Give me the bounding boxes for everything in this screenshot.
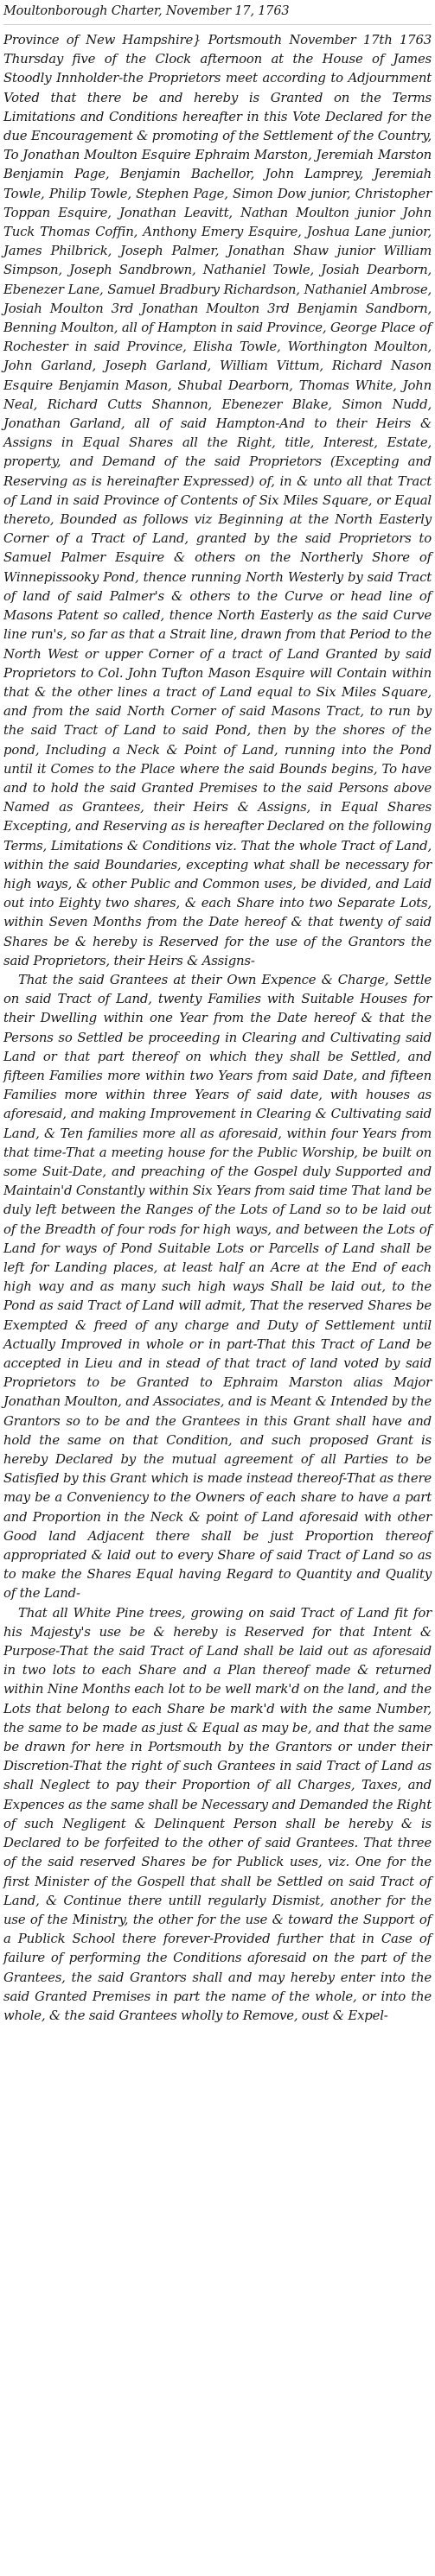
- document-heading: Moultonborough Charter, November 17, 1763: [3, 4, 290, 18]
- paragraph-reservations: That all White Pine trees, growing on said Tract of Land fit for his Majesty's use be & hereby is Reserved for that Intent & Purpose-That the said Tract of Land shall be laid out as aforesaid in two lots to each Share and a Plan thereof made & returned within Nine Months each lot to be well mark'd on the land, and the Lots that belong to each Share be mark'd with the same Number, the same to be made as just & Equal as may be, and that the same be drawn for here in Portsmouth by the Grantors or under their Discretion-That the right of such Grantees in said Tract of Land as shall Neglect to pay their Proportion of all Charges, Taxes, and Expences as the same shall be Necessary and Demanded the Right of such Negligent & Delinquent Person shall be hereby & is Declared to be forfeited to the other of said Grantees. That three of the said reserved Shares be for Publick uses, viz. One for the first Minister of the Gospell that shall be Settled on said Tract of Land, & Continue there untill regularly Dismist, another for the use of the Ministry, the other for the use & toward the Support of a Publick School there forever-Provided further that in Case of failure of performing the Conditions aforesaid on the part of the Grantees, the said Grantors shall and may hereby enter into the said Granted Premises in part the name of the whole, or into the whole, & the said Grantees wholly to Remove, oust & Expel-: [3, 1604, 432, 2023]
- heading-divider: [3, 24, 432, 25]
- paragraph-grant: Province of New Hampshire} Portsmouth November 17th 1763 Thursday five of the Clock afternoon at the House of James Stoodly Innholder-the Proprietors meet according to Adjournment Voted that there be and hereby is Granted on the Terms Limitations and Conditions hereafter in this Vote Declared for the due Encouragement & promoting of the Settlement of the Country, To Jonathan Moulton Esquire Ephraim Marston, Jeremiah Marston Benjamin Page, Benjamin Bachellor, John Lamprey, Jeremiah Towle, Philip Towle, Stephen Page, Simon Dow junior, Christopher Toppan Esquire, Jonathan Leavitt, Nathan Moulton junior John Tuck Thomas Coffin, Anthony Emery Esquire, Joshua Lane junior, James Philbrick, Joseph Palmer, Jonathan Shaw junior William Simpson, Joseph Sandbrown, Nathaniel Towle, Josiah Dearborn, Ebenezer Lane, Samuel Bradbury Richardson, Nathaniel Ambrose, Josiah Moulton 3rd Jonathan Moulton 3rd Benjamin Sandborn, Benning Moulton, all of Hampton in said Province, George Place of Rochester in said Province, Elisha Towle, Worthington Moulton, John Garland, Joseph Garland, William Vittum, Richard Nason Esquire Benjamin Mason, Shubal Dearborn, Thomas White, John Neal, Richard Cutts Shannon, Ebenezer Blake, Simon Nudd, Jonathan Garland, all of said Hampton-And to their Heirs & Assigns in Equal Shares all the Right, title, Interest, Estate, property, and Demand of the said Proprietors (Excepting and Reserving as is hereinafter Expressed) of, in & unto all that Tract of Land in said Province of Contents of Six Miles Square, or Equal thereto, Bounded as follows viz Beginning at the North Easterly Corner of a Tract of Land, granted by the said Proprietors to Samuel Palmer Esquire & others on the Northerly Shore of Winnepissooky Pond, thence running North Westerly by said Tract of land of said Palmer's & others to the Curve or head line of Masons Patent so called, thence North Easterly as the said Curve line run's, so far as that a Strait line, drawn from that Period to the North West or upper Corner of a tract of Land Granted by said Proprietors to Col. John Tufton Mason Esquire will Contain within that & the other lines a tract of Land equal to Six Miles Square, and from the said North Corner of said Masons Tract, to run by the said Tract of Land to said Pond, then by the shores of the pond, Including a Neck & Point of Land, running into the Pond until it Comes to the Place where the said Bounds begins, To have and to hold the said Granted Premises to the said Persons above Named as Grantees, their Heirs & Assigns, in Equal Shares Excepting, and Reserving as is hereafter Declared on the following Terms, Limitations & Conditions viz. That the whole Tract of Land, within the said Boundaries, excepting what shall be necessary for high ways, & other Public and Common uses, be divided, and Laid out into Eighty two shares, & each Share into two Separate Lots, within Seven Months from the Date hereof & that twenty of said Shares be & hereby is Reserved for the use of the Grantors the said Proprietors, their Heirs & Assigns-: [3, 32, 432, 968]
- paragraph-settlement-terms: That the said Grantees at their Own Expence & Charge, Settle on said Tract of Land, twenty Families with Suitable Houses for their Dwelling within one Year from the Date hereof & that the Persons so Settled be proceeding in Clearing and Cultivating said Land or that part thereof on which they shall be Settled, and fifteen Families more within two Years from said Date, and fifteen Families more within three Years of said date, with houses as aforesaid, and making Improvement in Clearing & Cultivating said Land, & Ten families more all as aforesaid, within four Years from that time-That a meeting house for the Public Worship, be built on some Suit-Date, and preaching of the Gospel duly Supported and Maintain'd Constantly within Six Years from said time That land be duly left between the Ranges of the Lots of Land so to be laid out of the Breadth of four rods for high ways, and between the Lots of Land for ways of Pond Suitable Lots or Parcells of Land shall be left for Landing places, at least half an Acre at the End of each high way and as many such high ways Shall be laid out, to the Pond as said Tract of Land will admit, That the reserved Shares be Exempted & freed of any charge and Duty of Settlement until Actually Improved in whole or in part-That this Tract of Land be accepted in Lieu and in stead of that tract of land voted by said Proprietors to be Granted to Ephraim Marston alias Major Jonathan Moulton, and Associates, and is Meant & Intended by the Grantors so to be and the Grantees in this Grant shall have and hold the same on that Condition, and such proposed Grant is hereby Declared by the mutual agreement of all Parties to be Satisfied by this Grant which is made instead thereof-That as there may be a Conveniency to the Owners of each share to have a part and Proportion in the Neck & point of Land aforesaid with other Good land Adjacent there shall be just Proportion thereof appropriated & laid out to every Share of said Tract of Land so as to make the Shares Equal having Regard to Quantity and Quality of the Land-: [3, 971, 432, 1602]
